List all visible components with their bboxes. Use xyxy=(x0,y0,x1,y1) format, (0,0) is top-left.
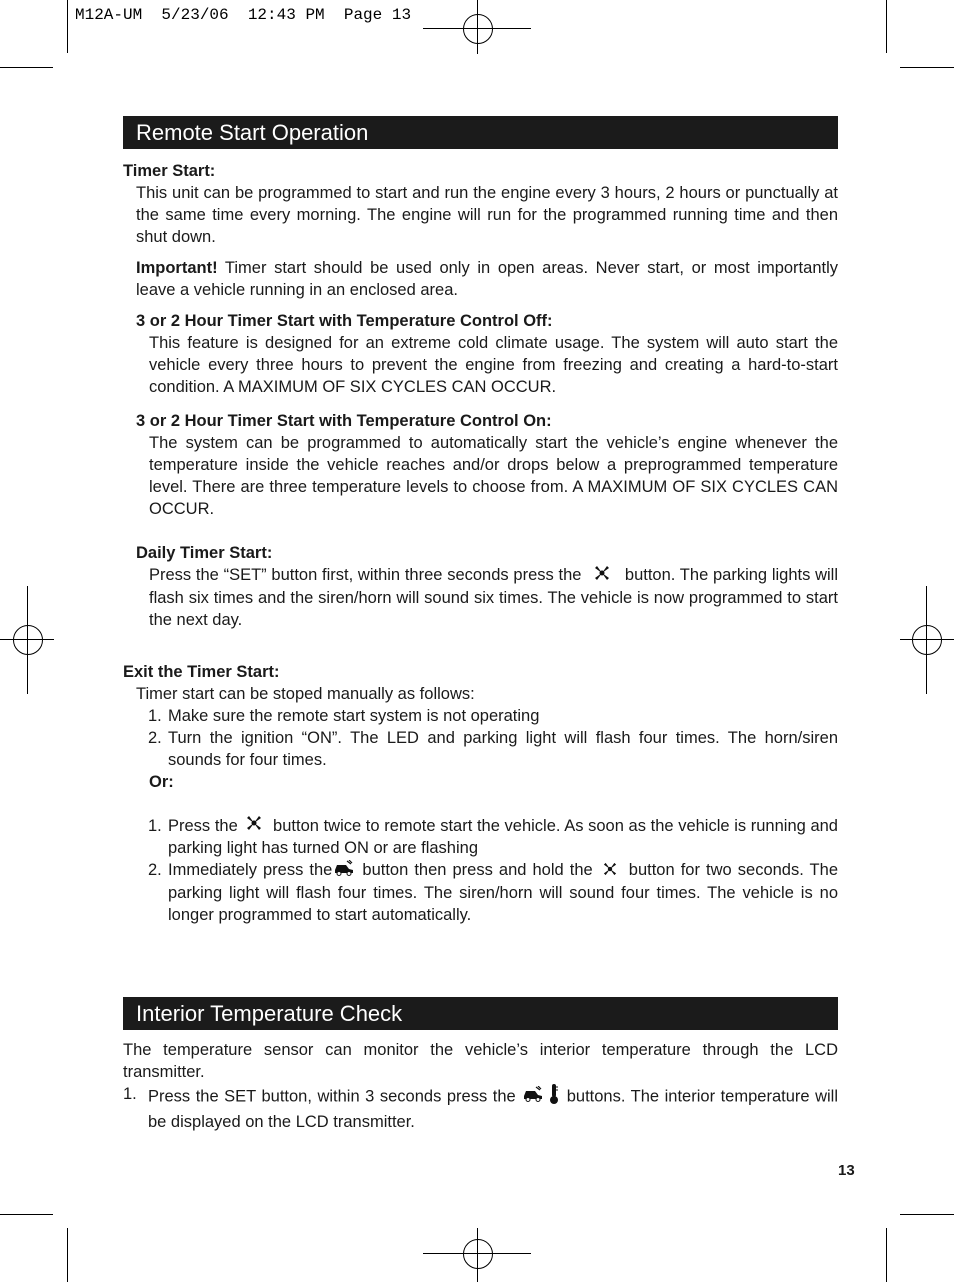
list-number: 2. xyxy=(148,728,162,747)
car-icon xyxy=(334,860,354,882)
list-item xyxy=(148,705,838,727)
section-header-interior-temperature xyxy=(123,997,838,1030)
list-number: 1. xyxy=(123,1085,137,1103)
list-text: Press the SET button, within 3 seconds press the xyxy=(148,1087,522,1106)
timer-start-body: This unit can be programmed to start and run the engine every 3 hours, 2 hours or punctually at the same time every morning. The engine will run for the programmed running time and then shut down. xyxy=(136,184,838,246)
temp-off-body: This feature is designed for an extreme cold climate usage. The system will auto start the vehicle every three hours to prevent the engine from freezing and creating a hard-to-start condition. A MAXIMUM OF SIX CYCLES CAN OCCUR. xyxy=(149,334,838,396)
page-number: 13 xyxy=(838,1162,855,1179)
list-text: Turn the ignition “ON”. The LED and parking light will flash four times. The horn/siren sounds for four times. xyxy=(168,728,838,769)
print-slug: M12A-UM 5/23/06 12:43 PM Page 13 xyxy=(75,6,412,24)
daily-timer-body xyxy=(149,564,838,631)
important-note xyxy=(136,257,838,301)
thermometer-icon xyxy=(549,1083,559,1111)
list-text: button twice to remote start the vehicle. As soon as the vehicle is running and parking light has turned ON or are flashing xyxy=(168,816,838,858)
temp-on-body: The system can be programmed to automatically start the vehicle’s engine whenever the temperature inside the vehicle reaches and/or drops below a preprogrammed temperature level. There are three temperature levels to choose from. A MAXIMUM OF SIX CYCLES CAN OCCUR. xyxy=(149,434,838,518)
fan-icon xyxy=(594,565,610,587)
list-text: Press the xyxy=(168,816,243,835)
daily-timer-heading: Daily Timer Start: xyxy=(136,544,273,562)
timer-start-heading: Timer Start: xyxy=(123,162,216,180)
list-item xyxy=(123,1083,838,1133)
section-title: Remote Start Operation xyxy=(136,120,369,145)
remote-start-content xyxy=(123,160,838,926)
temp-off-heading: 3 or 2 Hour Timer Start with Temperature Control Off: xyxy=(136,312,553,330)
fan-icon xyxy=(603,860,617,882)
list-text: button then press and hold the xyxy=(356,861,599,880)
list-text: Immediately press the xyxy=(168,861,333,880)
section-title: Interior Temperature Check xyxy=(136,1001,403,1026)
list-text: button for two seconds. The parking light will flash four times. The siren/horn will sound four times. The vehicle is no longer programmed to start automatically. xyxy=(168,861,838,924)
temp-on-heading: 3 or 2 Hour Timer Start with Temperature Control On: xyxy=(136,412,552,430)
exit-intro: Timer start can be stoped manually as follows: xyxy=(136,684,475,703)
important-text: Timer start should be used only in open areas. Never start, or most importantly leave a vehicle running in an enclosed area. xyxy=(136,259,838,299)
exit-timer-heading: Exit the Timer Start: xyxy=(123,662,280,681)
list-item xyxy=(148,727,838,771)
important-label: Important! xyxy=(136,259,218,277)
list-text: Make sure the remote start system is not operating xyxy=(168,706,540,725)
section-header-remote-start xyxy=(123,116,838,149)
list-number: 1. xyxy=(148,816,162,835)
fan-icon xyxy=(246,815,262,837)
list-item xyxy=(148,815,838,860)
or-label: Or: xyxy=(149,772,174,791)
daily-text-2: button. The parking lights will flash six times and the siren/horn will sound six times. The vehicle is now programmed to start the next day. xyxy=(149,566,839,629)
list-item xyxy=(148,859,838,926)
car-icon xyxy=(523,1086,543,1108)
list-number: 2. xyxy=(148,861,162,880)
list-number: 1. xyxy=(148,706,162,725)
temperature-intro: The temperature sensor can monitor the vehicle’s interior temperature through the LCD transmitter. xyxy=(123,1041,838,1081)
list-text: buttons. The interior temperature will be displayed on the LCD transmitter. xyxy=(148,1087,838,1131)
interior-temperature-content xyxy=(123,1039,838,1133)
daily-text-1: Press the “SET” button first, within three seconds press the xyxy=(149,566,587,584)
